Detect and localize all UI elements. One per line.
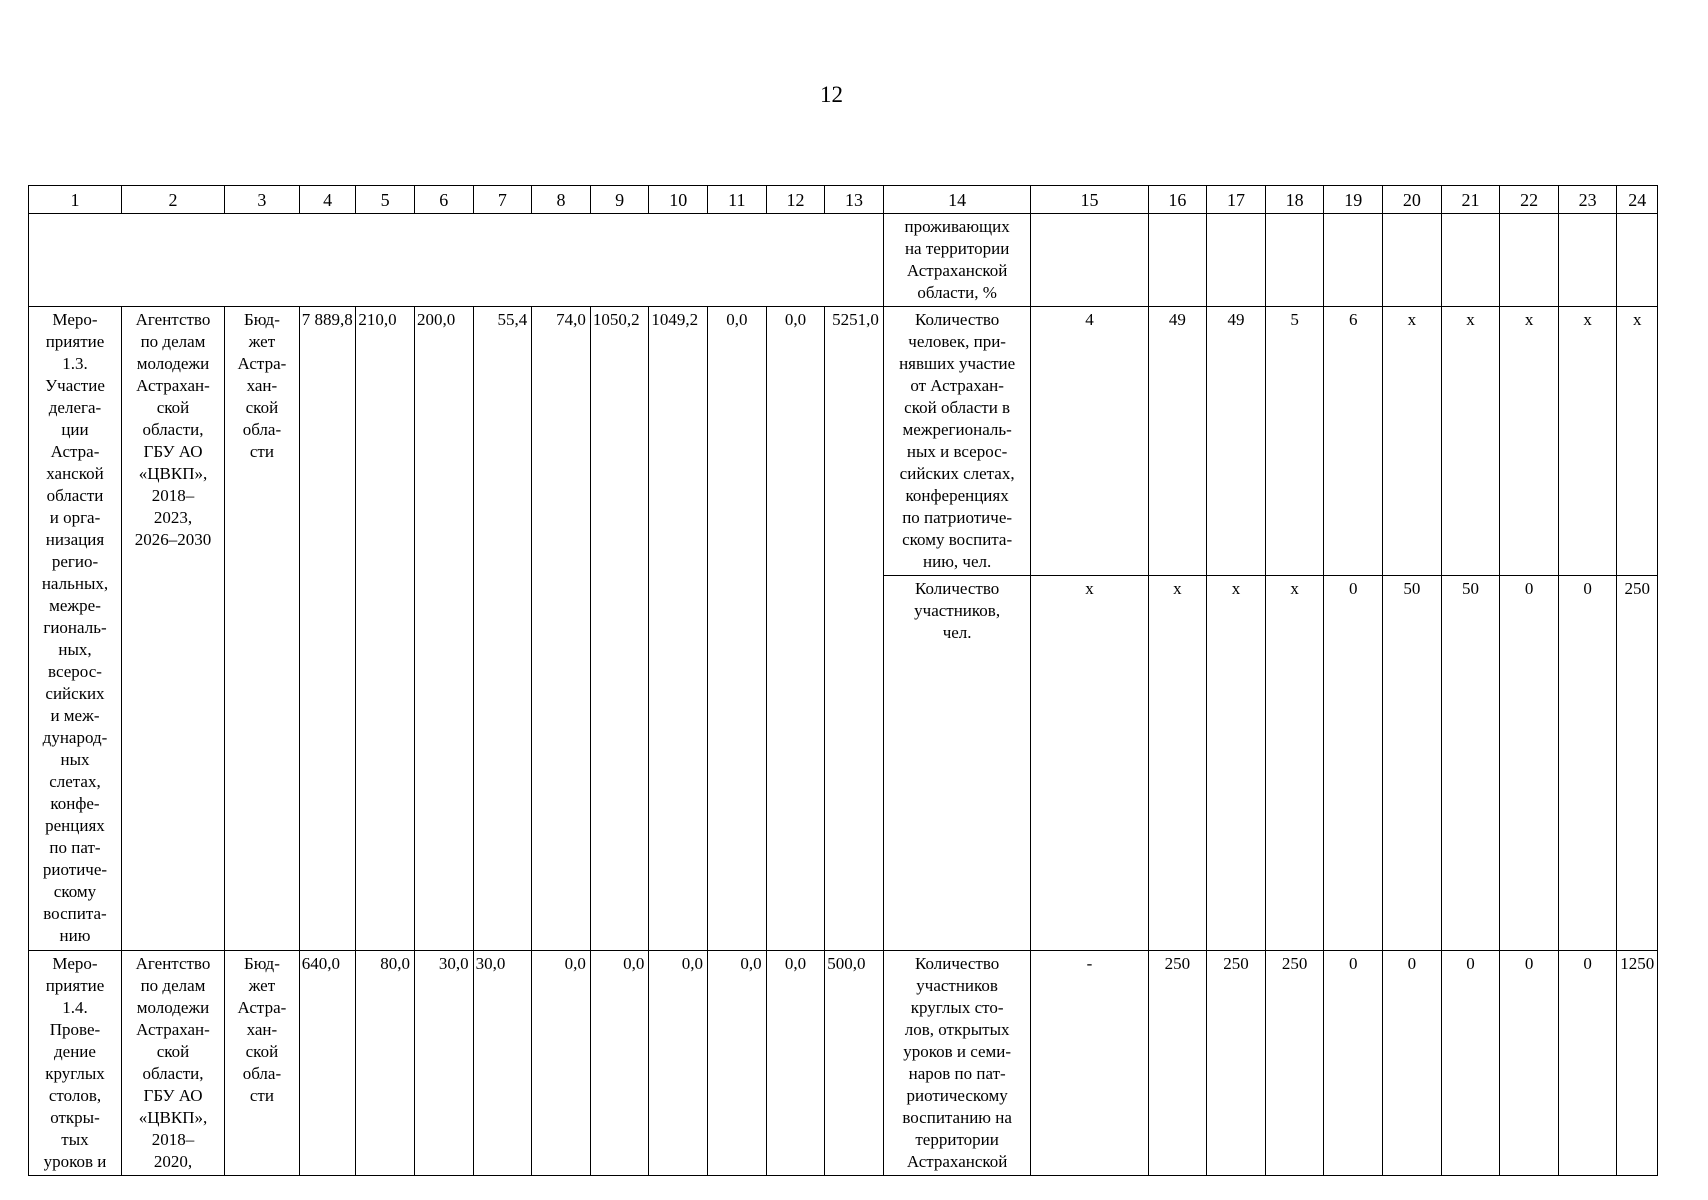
empty-merged-cell xyxy=(29,214,884,307)
column-header: 21 xyxy=(1441,186,1500,214)
empty-cell xyxy=(1617,214,1658,307)
indicator-value: 0 xyxy=(1324,951,1383,1176)
executor: Агентство по делам молодежи Астрахан- ской области, ГБУ АО «ЦВКП», 2018– 2023, 2026–2030 xyxy=(121,307,224,951)
finance-value: 7 889,8 xyxy=(299,307,356,951)
finance-value: 0,0 xyxy=(766,307,825,951)
finance-value: 0,0 xyxy=(532,951,591,1176)
indicator-value: 0 xyxy=(1500,576,1559,951)
indicator-value: x xyxy=(1500,307,1559,576)
indicator-value: 0 xyxy=(1383,951,1442,1176)
indicator-value: 0 xyxy=(1558,576,1617,951)
empty-cell xyxy=(1500,214,1559,307)
column-header: 15 xyxy=(1031,186,1148,214)
empty-cell xyxy=(1148,214,1207,307)
indicator-value: x xyxy=(1617,307,1658,576)
finance-value: 74,0 xyxy=(532,307,591,951)
indicator-value: x xyxy=(1148,576,1207,951)
column-header: 14 xyxy=(883,186,1031,214)
empty-cell xyxy=(1324,214,1383,307)
finance-value: 30,0 xyxy=(473,951,532,1176)
column-header: 16 xyxy=(1148,186,1207,214)
program-table xyxy=(28,185,1658,1176)
indicator-name: Количество участников, чел. xyxy=(883,576,1031,951)
finance-value: 0,0 xyxy=(708,307,767,951)
funding-source: Бюд- жет Астра- хан- ской обла- сти xyxy=(225,951,300,1176)
column-header: 11 xyxy=(708,186,767,214)
indicator-value: 50 xyxy=(1383,576,1442,951)
indicator-value: 49 xyxy=(1148,307,1207,576)
indicator-value: 5 xyxy=(1265,307,1324,576)
column-header: 17 xyxy=(1207,186,1266,214)
indicator-value: 250 xyxy=(1265,951,1324,1176)
indicator-continuation: проживающих на территории Астраханской области, % xyxy=(883,214,1031,307)
column-header: 19 xyxy=(1324,186,1383,214)
indicator-value: x xyxy=(1031,576,1148,951)
empty-cell xyxy=(1441,214,1500,307)
column-header: 20 xyxy=(1383,186,1442,214)
continuation-row xyxy=(29,214,1658,307)
finance-value: 210,0 xyxy=(356,307,415,951)
empty-cell xyxy=(1207,214,1266,307)
finance-value: 200,0 xyxy=(414,307,473,951)
empty-cell xyxy=(1031,214,1148,307)
empty-cell xyxy=(1383,214,1442,307)
column-header: 8 xyxy=(532,186,591,214)
column-header: 5 xyxy=(356,186,415,214)
indicator-value: - xyxy=(1031,951,1148,1176)
indicator-name: Количество участников круглых сто- лов, открытых уроков и семи- наров по пат- риотическому воспитанию на территории Астраханской xyxy=(883,951,1031,1176)
indicator-value: 0 xyxy=(1558,951,1617,1176)
finance-value: 0,0 xyxy=(708,951,767,1176)
indicator-value: 49 xyxy=(1207,307,1266,576)
column-header: 24 xyxy=(1617,186,1658,214)
indicator-value: x xyxy=(1383,307,1442,576)
column-header: 18 xyxy=(1265,186,1324,214)
activity-1-4-row xyxy=(29,951,1658,1176)
indicator-name: Количество человек, при- нявших участие от Астрахан- ской области в межрегиональ- ных и всерос- сийских слетах, конференциях по патриотиче- скому воспита- нию, чел. xyxy=(883,307,1031,576)
column-header: 4 xyxy=(299,186,356,214)
indicator-value: 250 xyxy=(1148,951,1207,1176)
indicator-value: 250 xyxy=(1207,951,1266,1176)
finance-value: 5251,0 xyxy=(825,307,884,951)
indicator-value: 0 xyxy=(1500,951,1559,1176)
column-header: 9 xyxy=(590,186,649,214)
finance-value: 55,4 xyxy=(473,307,532,951)
finance-value: 0,0 xyxy=(590,951,649,1176)
indicator-value: 50 xyxy=(1441,576,1500,951)
indicator-value: 6 xyxy=(1324,307,1383,576)
indicator-value: x xyxy=(1207,576,1266,951)
executor: Агентство по делам молодежи Астрахан- ской области, ГБУ АО «ЦВКП», 2018– 2020, xyxy=(121,951,224,1176)
finance-value: 0,0 xyxy=(649,951,708,1176)
page-number: 12 xyxy=(820,82,843,107)
column-header: 22 xyxy=(1500,186,1559,214)
column-header: 6 xyxy=(414,186,473,214)
column-header: 2 xyxy=(121,186,224,214)
finance-value: 1049,2 xyxy=(649,307,708,951)
column-header: 13 xyxy=(825,186,884,214)
indicator-value: x xyxy=(1558,307,1617,576)
activity-1-3-row xyxy=(29,307,1658,576)
finance-value: 640,0 xyxy=(299,951,356,1176)
column-header: 10 xyxy=(649,186,708,214)
activity-name: Меро- приятие 1.3. Участие делега- ции Астра- ханской области и орга- низация регио- нальных, межре- гиональ- ных, всерос- сийских и меж- дународ- ных слетах, конфе- ренциях по пат- риотиче- скому воспита- нию xyxy=(29,307,122,951)
column-header: 7 xyxy=(473,186,532,214)
indicator-value: 0 xyxy=(1441,951,1500,1176)
finance-value: 30,0 xyxy=(414,951,473,1176)
indicator-value: 250 xyxy=(1617,576,1658,951)
finance-value: 500,0 xyxy=(825,951,884,1176)
indicator-value: 0 xyxy=(1324,576,1383,951)
indicator-value: 4 xyxy=(1031,307,1148,576)
indicator-value: 1250 xyxy=(1617,951,1658,1176)
finance-value: 80,0 xyxy=(356,951,415,1176)
empty-cell xyxy=(1265,214,1324,307)
empty-cell xyxy=(1558,214,1617,307)
finance-value: 0,0 xyxy=(766,951,825,1176)
column-header: 3 xyxy=(225,186,300,214)
indicator-value: x xyxy=(1441,307,1500,576)
column-header: 23 xyxy=(1558,186,1617,214)
finance-value: 1050,2 xyxy=(590,307,649,951)
column-header: 12 xyxy=(766,186,825,214)
indicator-value: x xyxy=(1265,576,1324,951)
activity-name: Меро- приятие 1.4. Прове- дение круглых столов, откры- тых уроков и xyxy=(29,951,122,1176)
column-number-row xyxy=(29,186,1658,214)
column-header: 1 xyxy=(29,186,122,214)
program-table-sheet xyxy=(28,185,1658,1170)
funding-source: Бюд- жет Астра- хан- ской обла- сти xyxy=(225,307,300,951)
